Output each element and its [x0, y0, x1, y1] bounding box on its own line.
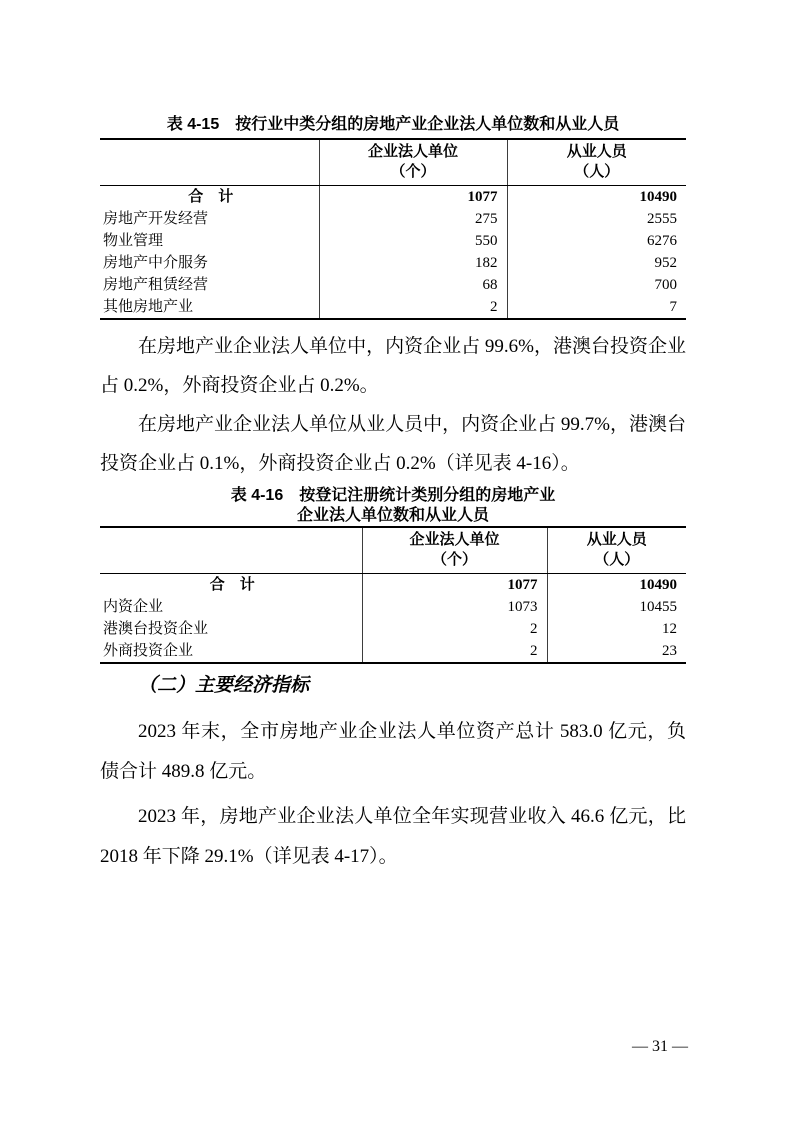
row-label: 房地产中介服务	[103, 255, 209, 271]
row-units-value: 2	[319, 296, 507, 319]
table-4-16-header-staff	[547, 527, 686, 574]
row-staff-value: 2555	[507, 208, 686, 230]
header-units-line1: 企业法人单位	[409, 531, 500, 548]
row-staff-value: 952	[507, 252, 686, 274]
table-row	[100, 574, 686, 597]
table-4-16	[100, 526, 686, 664]
row-label: 房地产开发经营	[103, 211, 209, 227]
header-staff-line1: 从业人员	[586, 531, 647, 548]
table-4-15	[100, 138, 686, 320]
row-staff-value: 700	[507, 274, 686, 296]
row-units-value: 2	[362, 618, 547, 640]
row-staff-value: 10490	[547, 574, 686, 597]
row-label: 外商投资企业	[103, 643, 194, 659]
header-units-line1: 企业法人单位	[367, 143, 458, 160]
table-row	[100, 296, 686, 319]
table-4-16-title-line1: 表 4-16 按登记注册统计类别分组的房地产业	[230, 487, 556, 504]
table-row	[100, 618, 686, 640]
row-label: 房地产租赁经营	[103, 277, 209, 293]
row-units-value: 275	[319, 208, 507, 230]
row-staff-value: 10490	[507, 186, 686, 209]
paragraph-revenue: 2023 年，房地产业企业法人单位全年实现营业收入 46.6 亿元，比 2018 年下降 29.1%（详见表 4-17）。	[100, 806, 686, 867]
row-staff-value: 12	[547, 618, 686, 640]
page-number: — 31 —	[632, 1038, 688, 1055]
row-units-value: 1077	[362, 574, 547, 597]
table-row	[100, 186, 686, 209]
paragraph-assets-liabilities: 2023 年末，全市房地产业企业法人单位资产总计 583.0 亿元，负债合计 489.8 亿元。	[100, 721, 686, 782]
page-content	[100, 0, 686, 877]
table-row	[100, 596, 686, 618]
table-4-15-header-row	[100, 139, 686, 186]
table-4-16-header-row	[100, 527, 686, 574]
table-4-16-header-empty	[100, 527, 362, 574]
section-heading-economic-indicators: （二）主要经济指标	[138, 675, 310, 696]
row-staff-value: 6276	[507, 230, 686, 252]
row-units-value: 2	[362, 640, 547, 663]
row-units-value: 182	[319, 252, 507, 274]
table-row	[100, 640, 686, 663]
table-row	[100, 230, 686, 252]
row-units-value: 1077	[319, 186, 507, 209]
header-staff-line1: 从业人员	[566, 143, 627, 160]
row-staff-value: 23	[547, 640, 686, 663]
row-units-value: 1073	[362, 596, 547, 618]
paragraph-units-composition: 在房地产业企业法人单位中，内资企业占 99.6%，港澳台投资企业占 0.2%，外商投资企业占 0.2%。	[100, 336, 686, 396]
table-row	[100, 208, 686, 230]
table-4-15-title: 表 4-15 按行业中类分组的房地产业企业法人单位数和从业人员	[166, 116, 620, 133]
row-units-value: 550	[319, 230, 507, 252]
table-4-16-title	[100, 483, 686, 526]
table-4-15-header-empty	[100, 139, 319, 186]
table-4-15-header-units	[319, 139, 507, 186]
row-staff-value: 10455	[547, 596, 686, 618]
table-4-16-title-line2: 企业法人单位数和从业人员	[296, 507, 489, 524]
table-row	[100, 252, 686, 274]
row-label: 合 计	[209, 576, 255, 593]
row-label: 内资企业	[103, 599, 164, 615]
row-label: 其他房地产业	[103, 299, 194, 315]
table-row	[100, 274, 686, 296]
header-units-line2: （个）	[390, 163, 436, 180]
row-units-value: 68	[319, 274, 507, 296]
row-label: 物业管理	[103, 233, 164, 249]
row-label: 港澳台投资企业	[103, 621, 209, 637]
paragraph-staff-composition: 在房地产业企业法人单位从业人员中，内资企业占 99.7%，港澳台投资企业占 0.1%，外商投资企业占 0.2%（详见表 4-16）。	[100, 414, 686, 474]
header-staff-line2: （人）	[594, 551, 640, 568]
header-units-line2: （个）	[431, 551, 477, 568]
header-staff-line2: （人）	[574, 163, 620, 180]
table-4-16-header-units	[362, 527, 547, 574]
table-4-15-header-staff	[507, 139, 686, 186]
row-label: 合 计	[188, 188, 234, 205]
row-staff-value: 7	[507, 296, 686, 319]
